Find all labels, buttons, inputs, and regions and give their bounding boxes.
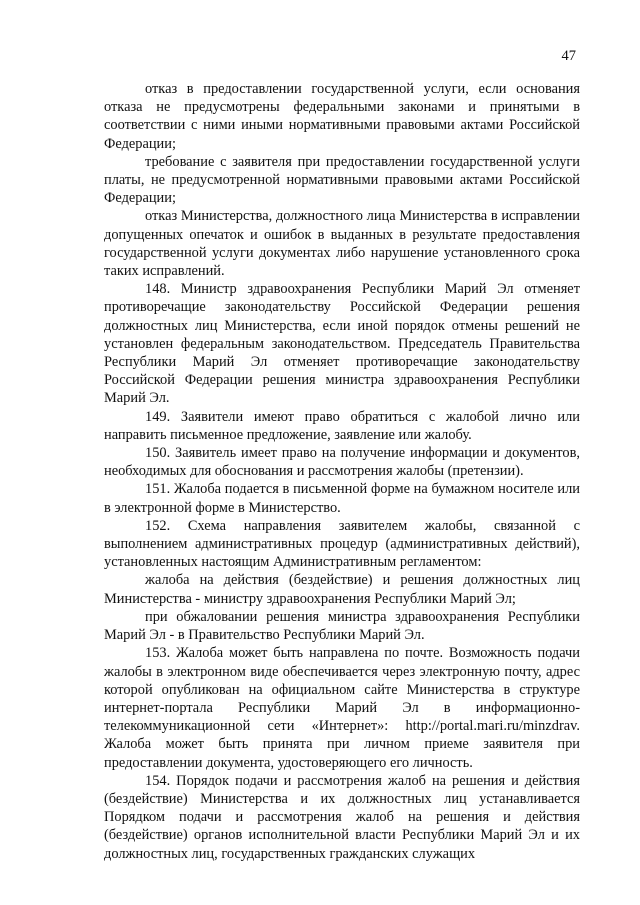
paragraph-148: 148. Министр здравоохранения Республики Марий Эл отменяет противоречащие законодательству Российской Федерации решения должностных лиц Министерства, если иной порядок отмены решений не установлен федеральным законодательством. Председатель Правительства Республики Марий Эл отменяет противоречащие законодательству Российской Федерации решения министра здравоохранения Республики Марий Эл. <box>104 281 580 407</box>
paragraph-150: 150. Заявитель имеет право на получение информации и документов, необходимых для обоснования и рассмотрения жалобы (претензии). <box>104 445 580 480</box>
document-body <box>104 80 580 863</box>
paragraph-151: 151. Жалоба подается в письменной форме на бумажном носителе или в электронной форме в Министерство. <box>104 481 580 516</box>
paragraph-fee-requirement: требование с заявителя при предоставлении государственной услуги платы, не предусмотренной нормативными правовыми актами Российской Федерации; <box>104 153 580 207</box>
paragraph-152: 152. Схема направления заявителем жалобы, связанной с выполнением административных процедур (административных действий), установленных настоящим Административным регламентом: <box>104 517 580 571</box>
paragraph-149: 149. Заявители имеют право обратиться с жалобой лично или направить письменное предложение, заявление или жалобу. <box>104 408 580 443</box>
paragraph-refusal-without-grounds: отказ в предоставлении государственной услуги, если основания отказа не предусмотрены федеральными законами и принятыми в соответствии с ними иными нормативными правовыми актами Российской Федерации; <box>104 81 580 152</box>
page-number: 47 <box>561 48 576 64</box>
paragraph-complaint-to-government: при обжаловании решения министра здравоохранения Республики Марий Эл - в Правительство Республики Марий Эл. <box>104 608 580 644</box>
paragraph-complaint-to-minister: жалоба на действия (бездействие) и решения должностных лиц Министерства - министру здравоохранения Республики Марий Эл; <box>104 572 580 607</box>
paragraph-153: 153. Жалоба может быть направлена по почте. Возможность подачи жалобы в электронном виде обеспечивается через электронную почту, адрес которой опубликован на официальном сайте Министерства в структуре интернет-портала Республики Марий Эл в информационно-телекоммуникационной сети «Интернет»: http://portal.mari.ru/minzdrav. Жалоба может быть принята при личном приеме заявителя при предоставлении документа, удостоверяющего его личность. <box>104 645 580 771</box>
paragraph-154: 154. Порядок подачи и рассмотрения жалоб на решения и действия (бездействие) Министерства и их должностных лиц устанавливается Порядком подачи и рассмотрения жалоб на решения и действия (бездействие) органов исполнительной власти Республики Марий Эл и их должностных лиц, государственных гражданских служащих <box>104 772 580 862</box>
paragraph-refusal-to-correct: отказ Министерства, должностного лица Министерства в исправлении допущенных опечаток и ошибок в выданных в результате предоставления государственной услуги документах либо нарушение установленного срока таких исправлений. <box>104 208 580 280</box>
